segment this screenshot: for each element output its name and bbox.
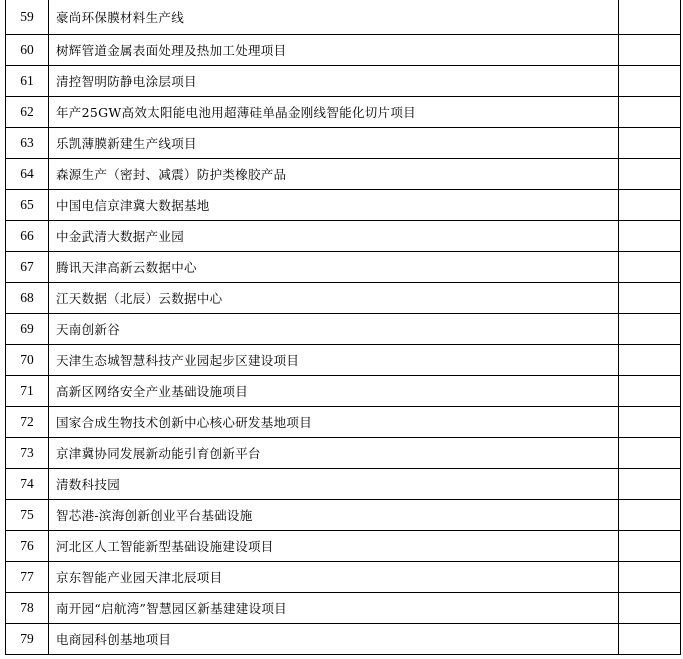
project-name: 豪尚环保膜材料生产线 (49, 0, 619, 35)
row-number: 77 (6, 562, 49, 593)
table-row (6, 531, 681, 562)
row-number: 65 (6, 190, 49, 221)
empty-cell (619, 531, 681, 562)
empty-cell (619, 438, 681, 469)
empty-cell (619, 66, 681, 97)
project-name: 智芯港-滨海创新创业平台基础设施 (49, 500, 619, 531)
table-row (6, 407, 681, 438)
row-number: 67 (6, 252, 49, 283)
project-name: 国家合成生物技术创新中心核心研发基地项目 (49, 407, 619, 438)
table-row (6, 35, 681, 66)
table-row (6, 159, 681, 190)
project-name: 电商园科创基地项目 (49, 624, 619, 655)
table-row (6, 97, 681, 128)
row-number: 60 (6, 35, 49, 66)
row-number: 72 (6, 407, 49, 438)
table-row (6, 345, 681, 376)
row-number: 62 (6, 97, 49, 128)
empty-cell (619, 221, 681, 252)
project-name: 天南创新谷 (49, 314, 619, 345)
row-number: 74 (6, 469, 49, 500)
empty-cell (619, 500, 681, 531)
empty-cell (619, 97, 681, 128)
project-name: 森源生产（密封、减震）防护类橡胶产品 (49, 159, 619, 190)
project-name: 京东智能产业园天津北辰项目 (49, 562, 619, 593)
table-row (6, 252, 681, 283)
empty-cell (619, 407, 681, 438)
empty-cell (619, 562, 681, 593)
row-number: 73 (6, 438, 49, 469)
table-row (6, 500, 681, 531)
row-number: 68 (6, 283, 49, 314)
project-name: 京津冀协同发展新动能引育创新平台 (49, 438, 619, 469)
table-row (6, 314, 681, 345)
table-row (6, 283, 681, 314)
table-row (6, 562, 681, 593)
table-row (6, 128, 681, 159)
empty-cell (619, 469, 681, 500)
row-number: 76 (6, 531, 49, 562)
project-name: 清控智明防静电涂层项目 (49, 66, 619, 97)
empty-cell (619, 593, 681, 624)
table-row (6, 66, 681, 97)
empty-cell (619, 128, 681, 159)
row-number: 63 (6, 128, 49, 159)
row-number: 70 (6, 345, 49, 376)
empty-cell (619, 35, 681, 66)
row-number: 66 (6, 221, 49, 252)
project-name: 腾讯天津高新云数据中心 (49, 252, 619, 283)
empty-cell (619, 376, 681, 407)
row-number: 64 (6, 159, 49, 190)
project-name: 河北区人工智能新型基础设施建设项目 (49, 531, 619, 562)
project-name: 中金武清大数据产业园 (49, 221, 619, 252)
empty-cell (619, 0, 681, 35)
row-number: 79 (6, 624, 49, 655)
empty-cell (619, 624, 681, 655)
row-number: 61 (6, 66, 49, 97)
table-row (6, 0, 681, 35)
project-name: 江天数据（北辰）云数据中心 (49, 283, 619, 314)
project-name: 乐凯薄膜新建生产线项目 (49, 128, 619, 159)
row-number: 78 (6, 593, 49, 624)
row-number: 69 (6, 314, 49, 345)
project-name: 天津生态城智慧科技产业园起步区建设项目 (49, 345, 619, 376)
row-number: 59 (6, 0, 49, 35)
empty-cell (619, 190, 681, 221)
table-row (6, 221, 681, 252)
project-name: 年产25GW高效太阳能电池用超薄硅单晶金刚线智能化切片项目 (49, 97, 619, 128)
table-row (6, 190, 681, 221)
project-table (5, 0, 681, 655)
project-name: 树辉管道金属表面处理及热加工处理项目 (49, 35, 619, 66)
row-number: 75 (6, 500, 49, 531)
table-row (6, 593, 681, 624)
empty-cell (619, 159, 681, 190)
table-row (6, 469, 681, 500)
table-row (6, 376, 681, 407)
row-number: 71 (6, 376, 49, 407)
table-row (6, 624, 681, 655)
project-name: 高新区网络安全产业基础设施项目 (49, 376, 619, 407)
table-row (6, 438, 681, 469)
project-name: 中国电信京津冀大数据基地 (49, 190, 619, 221)
empty-cell (619, 314, 681, 345)
empty-cell (619, 252, 681, 283)
project-name: 南开园“启航湾”智慧园区新基建建设项目 (49, 593, 619, 624)
project-name: 清数科技园 (49, 469, 619, 500)
table-body (6, 0, 681, 655)
empty-cell (619, 283, 681, 314)
empty-cell (619, 345, 681, 376)
